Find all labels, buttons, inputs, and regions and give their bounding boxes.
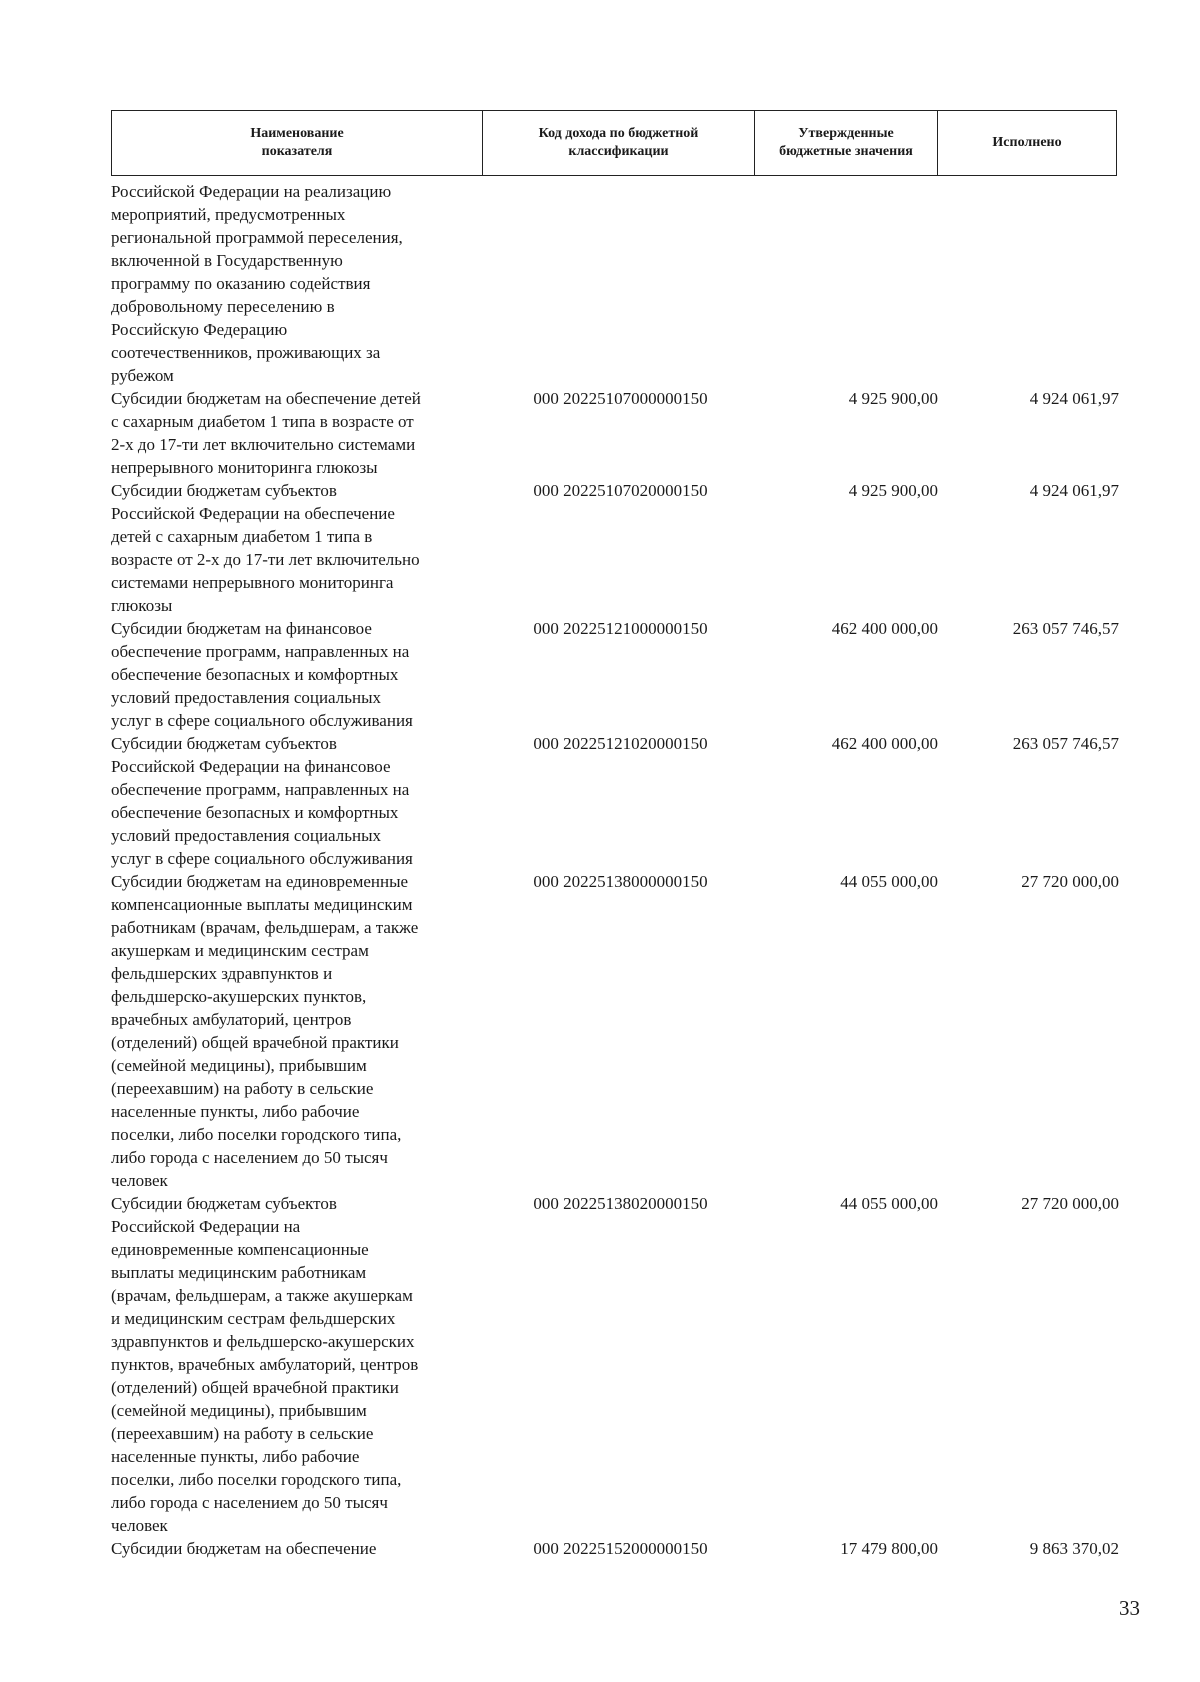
header-executed: Исполнено [992,135,1062,150]
row-name: Субсидии бюджетам субъектов Российской Федерации на обеспечение детей с сахарным диабетом 1 типа в возрасте от 2-х до 17-ти лет включительно системами непрерывного мониторинга глюкозы [111,481,420,615]
header-name: Наименование показателя [112,111,483,175]
row-approved: 4 925 900,00 [848,481,938,500]
row-approved: 44 055 000,00 [840,1194,938,1213]
row-executed: 4 924 061,97 [1029,389,1119,408]
row-approved [755,180,938,387]
row-approved: 44 055 000,00 [840,872,938,891]
row-name: Субсидии бюджетам субъектов Российской Федерации на финансовое обеспечение программ, направленных на обеспечение безопасных и комфортных условий предоставления социальных услуг в сфере социального обслуживания [111,734,413,868]
table-row [111,1537,1121,1560]
row-name: Субсидии бюджетам на обеспечение [111,1539,377,1558]
row-name: Субсидии бюджетам субъектов Российской Федерации на единовременные компенсационные выплаты медицинским работникам (врачам, фельдшерам, а также акушеркам и медицинским сестрам фельдшерских здравпунктов и фельдшерско-акушерских пунктов, врачебных амбулаторий, центров (отделений) общей врачебной практики (семейной медицины), прибывшим (переехавшим) на работу в сельские населенные пункты, либо рабочие поселки, либо поселки городского типа, либо города с населением до 50 тысяч человек [111,1194,419,1535]
row-code: 000 20225138000000150 [533,872,708,891]
table-row [111,617,1121,732]
row-executed: 27 720 000,00 [1021,872,1119,891]
header-approved: Утвержденные бюджетные значения [755,111,938,175]
row-executed: 263 057 746,57 [1012,734,1119,753]
header-code: Код дохода по бюджетной классификации [483,111,755,175]
row-approved: 462 400 000,00 [831,619,938,638]
row-name: Субсидии бюджетам на финансовое обеспечение программ, направленных на обеспечение безопасных и комфортных условий предоставления социальных услуг в сфере социального обслуживания [111,619,413,730]
row-executed [938,180,1119,387]
table-row [111,180,1121,387]
row-name: Российской Федерации на реализацию мероприятий, предусмотренных региональной программой переселения, включенной в Государственную программу по оказанию содействия добровольному переселению в Российскую Федерацию соотечественников, проживающих за рубежом [111,182,403,385]
row-executed: 27 720 000,00 [1021,1194,1119,1213]
table-row [111,870,1121,1192]
row-executed: 263 057 746,57 [1012,619,1119,638]
row-name: Субсидии бюджетам на обеспечение детей с сахарным диабетом 1 типа в возрасте от 2-х до 17-ти лет включительно системами непрерывного мониторинга глюкозы [111,389,421,477]
table-row [111,479,1121,617]
row-code: 000 20225121020000150 [533,734,708,753]
row-code: 000 20225121000000150 [533,619,708,638]
table-row [111,1192,1121,1537]
row-code: 000 20225152000000150 [533,1539,708,1558]
page-number: 33 [1119,1596,1140,1620]
row-approved: 17 479 800,00 [840,1539,938,1558]
row-name: Субсидии бюджетам на единовременные компенсационные выплаты медицинским работникам (врачам, фельдшерам, а также акушеркам и медицинским сестрам фельдшерских здравпунктов и фельдшерско-акушерских пунктов, врачебных амбулаторий, центров (отделений) общей врачебной практики (семейной медицины), прибывшим (переехавшим) на работу в сельские населенные пункты, либо рабочие поселки, либо поселки городского типа, либо города с населением до 50 тысяч человек [111,872,419,1190]
table-row [111,387,1121,479]
row-executed: 4 924 061,97 [1029,481,1119,500]
row-code: 000 20225107000000150 [533,389,708,408]
row-code: 000 20225107020000150 [533,481,708,500]
table-header [111,110,1117,176]
row-code: 000 20225138020000150 [533,1194,708,1213]
row-code [486,180,755,387]
row-approved: 4 925 900,00 [848,389,938,408]
row-approved: 462 400 000,00 [831,734,938,753]
row-executed: 9 863 370,02 [1029,1539,1119,1558]
table-body [111,180,1121,1560]
table-row [111,732,1121,870]
